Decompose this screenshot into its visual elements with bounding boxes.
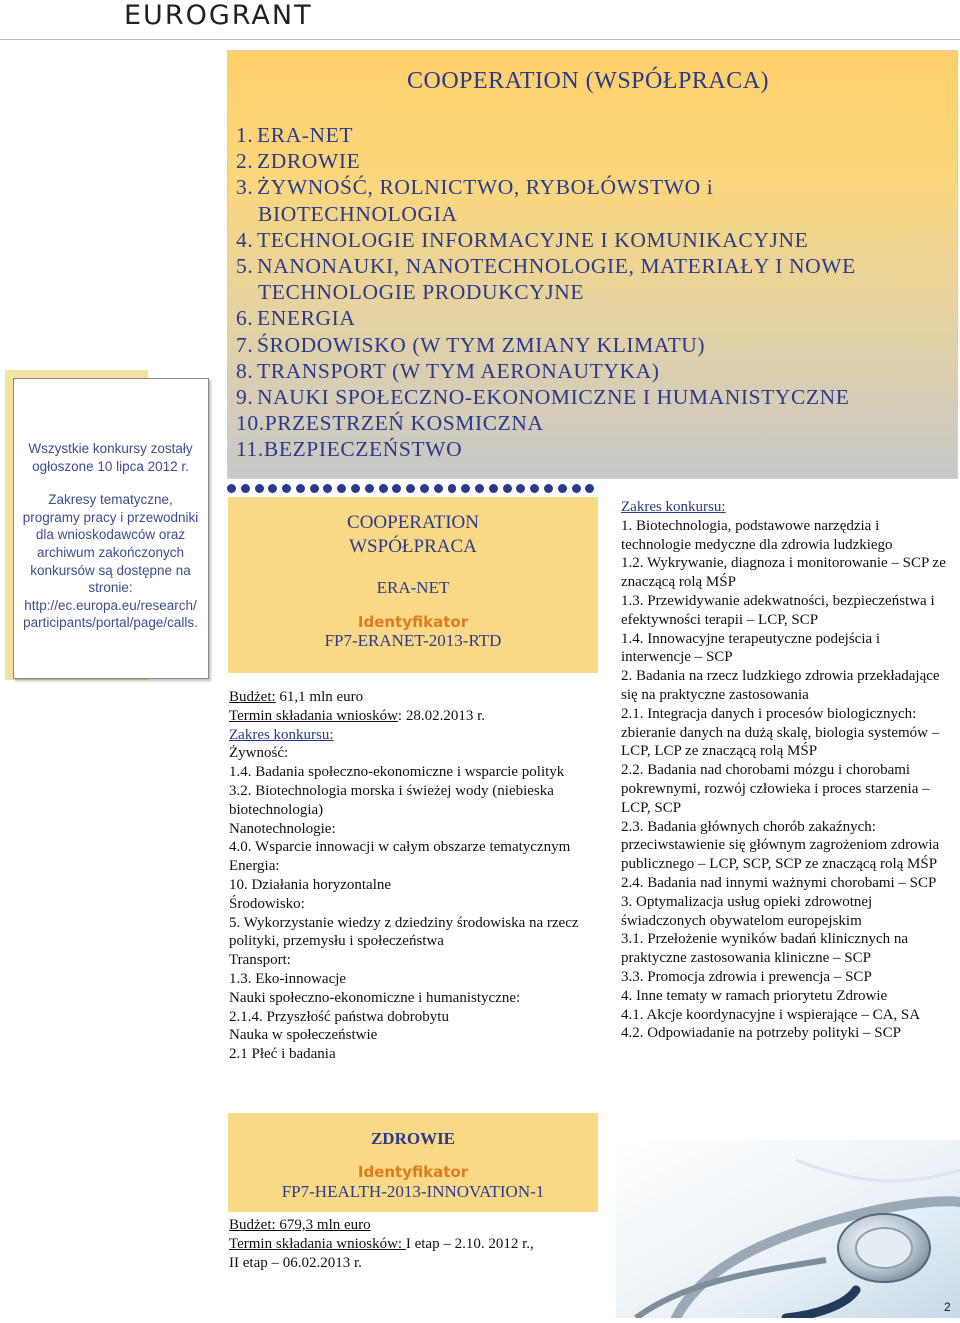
separator-dot (585, 484, 594, 493)
scope-item: 1.4. Innowacyjne terapeutyczne podejścia i interwencje – SCP (621, 630, 881, 666)
separator-dot (392, 484, 401, 493)
theme-item: 2. ZDROWIE (236, 149, 361, 174)
scope-item: 1.2. Wykrywanie, diagnoza i monitorowanie – SCP ze znaczącą rolą MŚP (621, 555, 946, 591)
separator-dot (351, 484, 360, 493)
separator-dot (461, 484, 470, 493)
theme-item: 9. NAUKI SPOŁECZNO-EKONOMICZNE I HUMANISTYCZNE (236, 385, 850, 410)
deadline-line-2: II etap – 06.02.2013 r. (229, 1254, 362, 1271)
scope-item: 1.3. Przewidywanie adekwatności, bezpieczeństwa i efektywności terapii – LCP, SCP (621, 592, 935, 628)
separator-dot (448, 484, 457, 493)
theme-item: 10.PRZESTRZEŃ KOSMICZNA (236, 411, 544, 436)
identifier-value: FP7-HEALTH-2013-INNOVATION-1 (281, 1182, 545, 1201)
theme-list (236, 122, 856, 463)
scope-item: 3.3. Promocja zdrowia i prewencja – SCP (621, 968, 872, 985)
separator-dot (323, 484, 332, 493)
scope-item: 4.2. Odpowiadanie na potrzeby polityki – SCP (621, 1025, 901, 1042)
health-scope (621, 498, 951, 1043)
eranet-box (228, 497, 598, 673)
box-subtitle: ERA-NET (376, 578, 450, 597)
identifier-label: Identyfikator (357, 613, 469, 631)
budget-line: Budżet: 679,3 mln euro (229, 1217, 371, 1233)
scope-label: Zakres konkursu: (229, 726, 334, 743)
scope-item: 2.4. Badania nad innymi ważnymi chorobami – SCP (621, 874, 937, 891)
scope-item: Nanotechnologie: (229, 820, 336, 837)
sidebar-info: Zakresy tematyczne, programy pracy i przewodniki dla wnioskodawców oraz archiwum zakończonych konkursów są dostępne na stronie: http://ec.europa.eu/research/ participants/portal/page/calls. (22, 492, 199, 631)
separator-dot (282, 484, 291, 493)
separator-dot (337, 484, 346, 493)
scope-item: 3. Optymalizacja usług opieki zdrowotnej świadczonych obywatelom europejskim (621, 893, 873, 929)
scope-item: 2.2. Badania nad chorobami mózgu i chorobami pokrewnymi, rozwój człowieka i proces starzenia – LCP, SCP (621, 762, 930, 816)
scope-item: 2.1 Płeć i badania (229, 1046, 336, 1063)
box-title: ZDROWIE (370, 1129, 456, 1148)
budget-line: Budżet: 61,1 mln euro (229, 689, 364, 705)
separator-dot (255, 484, 264, 493)
scope-item: Nauki społeczno-ekonomiczne i humanistyczne: (229, 989, 521, 1006)
scope-item: 2. Badania na rzecz ludzkiego zdrowia przekładające się na praktyczne zastosowania (621, 668, 940, 703)
theme-item: 6. ENERGIA (236, 306, 356, 331)
separator-dot (558, 484, 567, 493)
separator-dot (406, 484, 415, 493)
separator-dot (420, 484, 429, 493)
separator-dot (503, 484, 512, 493)
box-title: COOPERATION WSPÓŁPRACA (347, 512, 479, 557)
scope-item: 1.4. Badania społeczno-ekonomiczne i wsparcie polityk (229, 764, 565, 781)
theme-item: 5. NANONAUKI, NANOTECHNOLOGIE, MATERIAŁY I NOWE TECHNOLOGIE PRODUKCYJNE (236, 254, 856, 305)
scope-item: 3.2. Biotechnologia morska i świeżej wody (niebieska biotechnologia) (229, 782, 554, 818)
separator-dot (268, 484, 277, 493)
theme-item: 8. TRANSPORT (W TYM AERONAUTYKA) (236, 358, 660, 383)
identifier-value: FP7-ERANET-2013-RTD (324, 631, 502, 650)
deadline-line: Termin składania wniosków: I etap – 2.10. 2012 r., (229, 1235, 534, 1252)
scope-item: 1.3. Eko-innowacje (229, 970, 347, 987)
theme-item: 1. ERA-NET (236, 123, 354, 147)
stethoscope-image (616, 1140, 960, 1318)
brand-logo-text: EUROGRANT (124, 0, 313, 31)
separator-dot (379, 484, 388, 493)
separator-dot (544, 484, 553, 493)
separator-dot (227, 484, 236, 493)
theme-item: 4. TECHNOLOGIE INFORMACYJNE I KOMUNIKACYJNE (236, 227, 809, 252)
scope-label: Zakres konkursu: (621, 499, 726, 515)
separator-dot (241, 484, 250, 493)
identifier-label: Identyfikator (357, 1163, 469, 1181)
theme-item: 3. ŻYWNOŚĆ, ROLNICTWO, RYBOŁÓWSTWO i BIOTECHNOLOGIA (236, 175, 714, 226)
scope-item: Środowisko: (229, 895, 305, 912)
dot-separator (227, 484, 599, 496)
separator-dot (530, 484, 539, 493)
scope-item: 4. Inne tematy w ramach priorytetu Zdrowie (621, 987, 888, 1004)
health-details (229, 1216, 599, 1272)
eranet-details (229, 688, 599, 1064)
page-number: 2 (944, 1300, 951, 1314)
scope-item: Nauka w społeczeństwie (229, 1027, 378, 1044)
deadline-line: Termin składania wniosków: 28.02.2013 r. (229, 707, 486, 724)
health-box (228, 1113, 598, 1212)
scope-item: 5. Wykorzystanie wiedzy z dziedziny środowiska na rzecz polityki, przemysłu i społeczeństwa (229, 914, 579, 950)
separator-dot (572, 484, 581, 493)
separator-dot (434, 484, 443, 493)
sidebar-announcement: Wszystkie konkursy zostały ogłoszone 10 lipca 2012 r. (28, 441, 193, 474)
separator-dot (516, 484, 525, 493)
scope-item: 2.1. Integracja danych i procesów biologicznych: zbieranie danych na dużą skalę, biologia systemów –LCP, LCP ze znaczącą rolą MŚP (621, 705, 940, 760)
scope-item: 4.1. Akcje koordynacyjne i wspierające – CA, SA (621, 1006, 921, 1023)
sidebar-text (18, 440, 203, 648)
scope-item: 10. Działania horyzontalne (229, 876, 392, 893)
panel-title: COOPERATION (WSPÓŁPRACA) (407, 68, 770, 94)
separator-dot (475, 484, 484, 493)
separator-dot (365, 484, 374, 493)
scope-item: Żywność: (229, 745, 289, 762)
separator-dot (489, 484, 498, 493)
scope-item: 2.1.4. Przyszłość państwa dobrobytu (229, 1008, 449, 1025)
scope-item: Transport: (229, 952, 291, 969)
scope-item: Energia: (229, 858, 280, 875)
separator-dot (296, 484, 305, 493)
theme-item: 11.BEZPIECZEŃSTWO (236, 437, 463, 462)
scope-item: 3.1. Przełożenie wyników badań klinicznych na praktyczne zastosowania kliniczne – SCP (621, 931, 908, 967)
scope-item: 4.0. Wsparcie innowacji w całym obszarze tematycznym (229, 839, 571, 856)
theme-item: 7. ŚRODOWISKO (W TYM ZMIANY KLIMATU) (236, 332, 706, 357)
scope-item: 2.3. Badania głównych chorób zakaźnych: przeciwstawienie się głównym zagrożeniom zdrowia publicznego – LCP, SCP, SCP ze znaczącą rolą MŚP (621, 818, 940, 873)
scope-item: 1. Biotechnologia, podstawowe narzędzia i technologie medyczne dla zdrowia ludzkiego (621, 517, 893, 553)
separator-dot (310, 484, 319, 493)
